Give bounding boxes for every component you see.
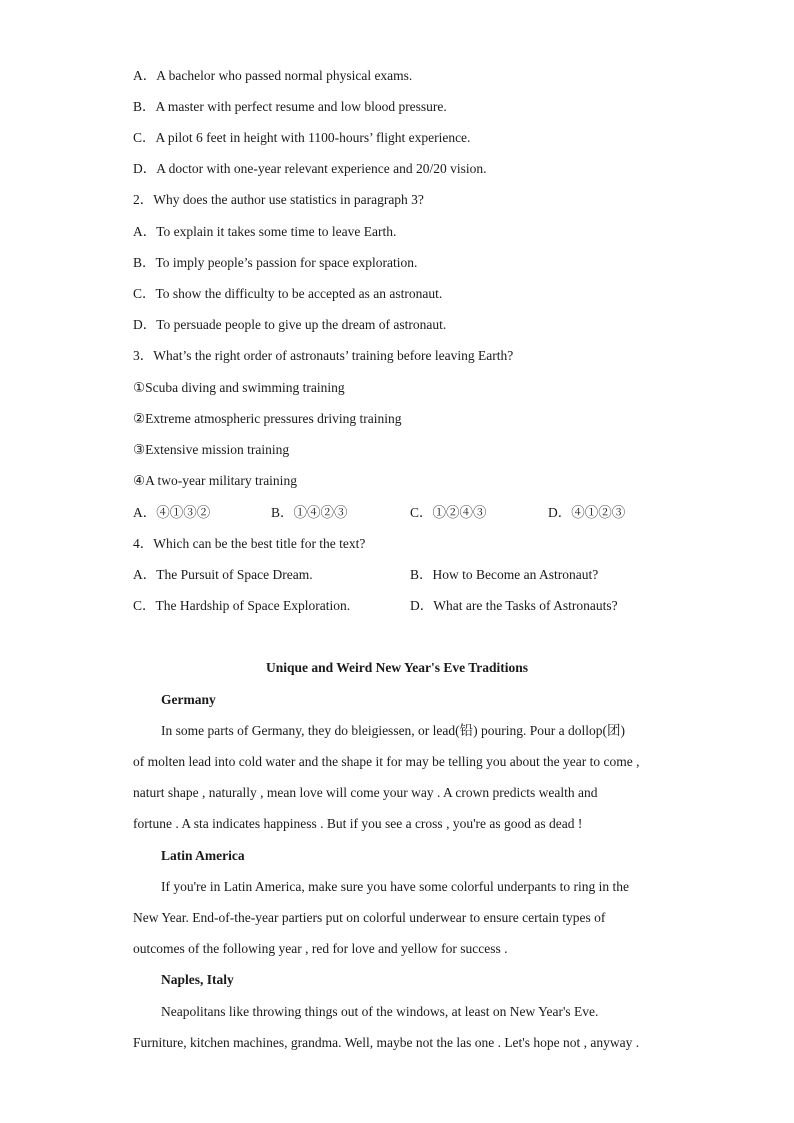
q1-option-c: C．A pilot 6 feet in height with 1100-hours’ flight experience. — [133, 130, 471, 145]
q1-option-a: A．A bachelor who passed normal physical exams. — [133, 68, 413, 83]
q4-question: 4．Which can be the best title for the text? — [133, 536, 366, 551]
q1-option-d: D．A doctor with one-year relevant experience and 20/20 vision. — [133, 161, 487, 176]
q4-option-a: A．The Pursuit of Space Dream. — [133, 567, 313, 582]
q3-item-2: ②Extreme atmospheric pressures driving training — [133, 411, 402, 426]
latin-america-line-1: If you're in Latin America, make sure you have some colorful underpants to ring in the — [161, 879, 630, 894]
section-heading-latin-america: Latin America — [161, 848, 245, 863]
q2-question: 2．Why does the author use statistics in paragraph 3? — [133, 192, 424, 207]
q2-option-b: B．To imply people’s passion for space exploration. — [133, 255, 418, 270]
q2-option-a: A．To explain it takes some time to leave Earth. — [133, 224, 397, 239]
q2-option-d: D．To persuade people to give up the dream of astronaut. — [133, 317, 447, 332]
section-heading-germany: Germany — [161, 692, 216, 707]
q4-option-c: C．The Hardship of Space Exploration. — [133, 598, 351, 613]
article-title: Unique and Weird New Year's Eve Traditions — [265, 660, 529, 675]
naples-line-1: Neapolitans like throwing things out of the windows, at least on New Year's Eve. — [161, 1004, 599, 1019]
q3-option-b: B．①④②③ — [271, 505, 348, 520]
latin-america-line-2: New Year. End-of-the-year partiers put on colorful underwear to ensure certain types of — [133, 910, 606, 925]
q2-option-c: C．To show the difficulty to be accepted as an astronaut. — [133, 286, 443, 301]
germany-line-1: In some parts of Germany, they do bleigiessen, or lead(铅) pouring. Pour a dollop(团) — [161, 723, 626, 738]
q3-option-a: A．④①③② — [133, 505, 211, 520]
q4-option-d: D．What are the Tasks of Astronauts? — [410, 598, 618, 613]
q3-question: 3．What’s the right order of astronauts’ training before leaving Earth? — [133, 348, 514, 363]
section-heading-naples: Naples, Italy — [161, 972, 234, 987]
germany-line-4: fortune . A sta indicates happiness . But if you see a cross , you're as good as dead ! — [133, 816, 583, 831]
q4-option-b: B．How to Become an Astronaut? — [410, 567, 599, 582]
q3-item-4: ④A two-year military training — [133, 473, 297, 488]
germany-line-2: of molten lead into cold water and the shape it for may be telling you about the year to come , — [133, 754, 640, 769]
q3-option-c: C．①②④③ — [410, 505, 487, 520]
germany-line-3: naturt shape , naturally , mean love will come your way . A crown predicts wealth and — [133, 785, 598, 800]
q3-option-d: D．④①②③ — [548, 505, 626, 520]
q1-option-b: B．A master with perfect resume and low blood pressure. — [133, 99, 447, 114]
q3-item-3: ③Extensive mission training — [133, 442, 290, 457]
q3-item-1: ①Scuba diving and swimming training — [133, 380, 345, 395]
latin-america-line-3: outcomes of the following year , red for love and yellow for success . — [133, 941, 508, 956]
naples-line-2: Furniture, kitchen machines, grandma. Well, maybe not the las one . Let's hope not , anyway . — [133, 1035, 640, 1050]
